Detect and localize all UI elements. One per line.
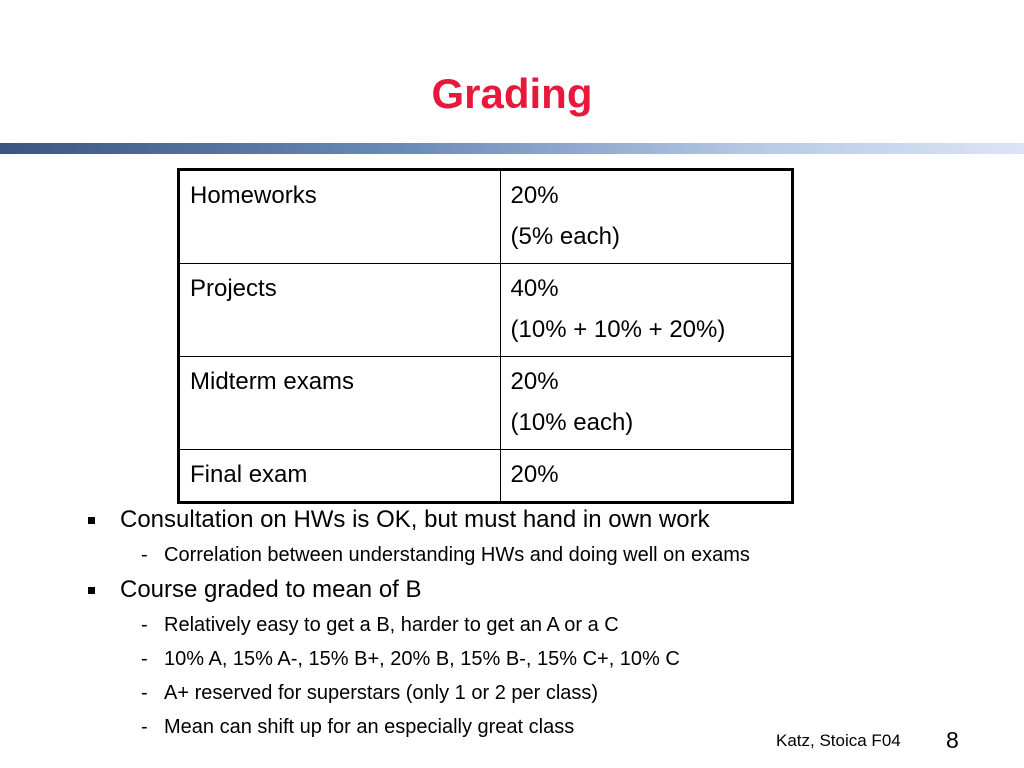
table-cell-label: Projects	[179, 264, 501, 357]
grading-table	[177, 168, 794, 504]
dash-bullet-icon: -	[141, 544, 148, 566]
dash-bullet-icon: -	[141, 614, 148, 636]
table-cell-label: Homeworks	[179, 170, 501, 264]
table-row	[179, 170, 793, 264]
square-bullet-icon	[88, 517, 95, 524]
table-cell-value	[500, 170, 792, 264]
table-row	[179, 264, 793, 357]
value-line: 20%	[510, 461, 559, 488]
title-divider	[0, 143, 1024, 154]
page-number: 8	[946, 727, 959, 753]
table-cell-label: Final exam	[179, 450, 501, 503]
table-row	[179, 450, 793, 503]
sub-bullet-text: Mean can shift up for an especially great class	[164, 716, 575, 738]
bullet-text: Consultation on HWs is OK, but must hand in own work	[120, 506, 710, 533]
sub-bullet-item	[141, 612, 619, 638]
table-cell-value	[500, 264, 792, 357]
sub-bullet-item	[141, 542, 750, 568]
dash-bullet-icon: -	[141, 682, 148, 704]
table-cell-value	[500, 357, 792, 450]
footer-credit: Katz, Stoica F04	[776, 731, 901, 750]
sub-bullet-text: Relatively easy to get a B, harder to get an A or a C	[164, 614, 619, 636]
sub-bullet-item	[141, 714, 575, 740]
bullet-item	[120, 575, 422, 605]
sub-bullet-text: Correlation between understanding HWs and doing well on exams	[164, 544, 750, 566]
value-line: (10% each)	[510, 409, 634, 436]
value-line: 20%	[510, 368, 559, 395]
sub-bullet-text: A+ reserved for superstars (only 1 or 2 per class)	[164, 682, 599, 704]
bullet-item	[120, 505, 710, 535]
slide-title: Grading	[431, 70, 593, 117]
dash-bullet-icon: -	[141, 648, 148, 670]
value-line: 40%	[510, 275, 559, 302]
bullet-text: Course graded to mean of B	[120, 576, 422, 603]
sub-bullet-item	[141, 680, 599, 706]
table-cell-label: Midterm exams	[179, 357, 501, 450]
value-line: (5% each)	[510, 223, 620, 250]
value-line: (10% + 10% + 20%)	[510, 316, 726, 343]
value-line: 20%	[510, 182, 559, 209]
sub-bullet-item	[141, 646, 680, 672]
dash-bullet-icon: -	[141, 716, 148, 738]
sub-bullet-text: 10% A, 15% A-, 15% B+, 20% B, 15% B-, 15% C+, 10% C	[164, 648, 680, 670]
table-row	[179, 357, 793, 450]
square-bullet-icon	[88, 587, 95, 594]
table-cell-value	[500, 450, 792, 503]
